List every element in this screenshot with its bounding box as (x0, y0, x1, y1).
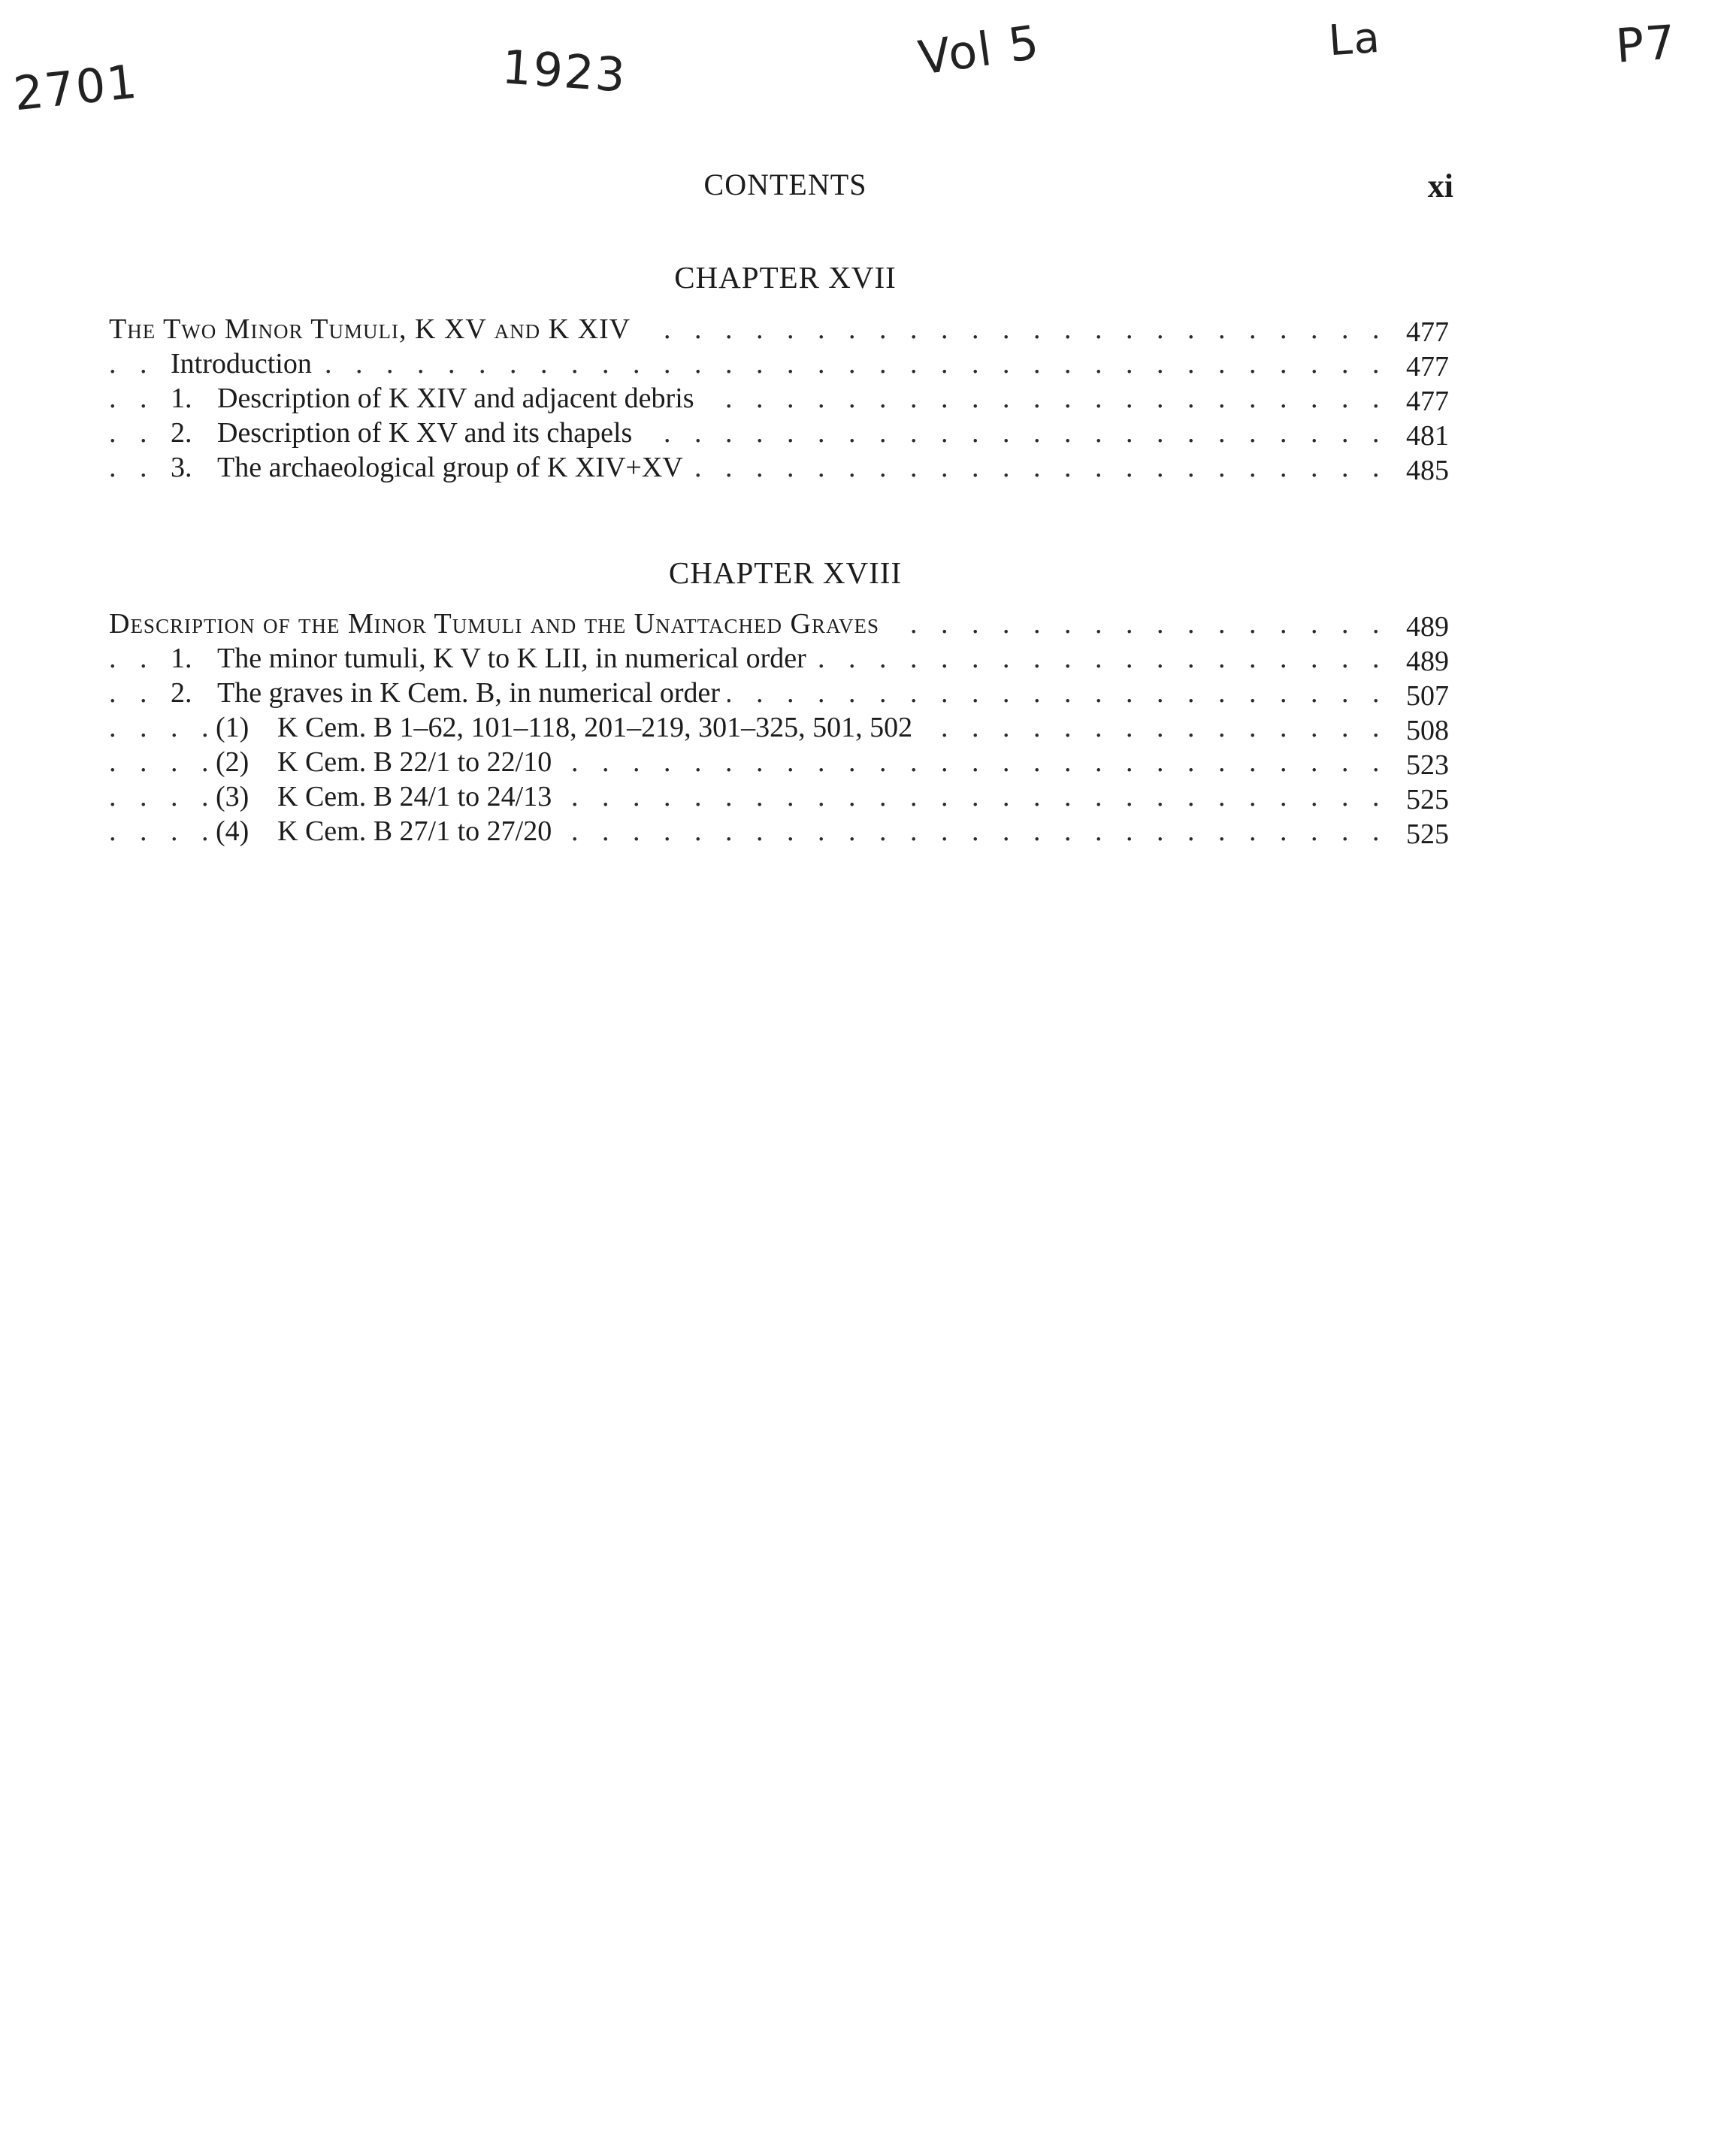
toc-page-number: 485 (1389, 453, 1449, 485)
toc-entry-title: Description of the Minor Tumuli and the Unattached Graves (109, 607, 887, 641)
toc-entry-title: K Cem. B 22/1 to 22/10 (277, 746, 552, 778)
toc-entry (109, 416, 1449, 450)
toc-entry (109, 607, 1449, 641)
toc-entry (109, 312, 1449, 346)
toc-entry (109, 814, 1449, 849)
toc-list (109, 607, 1449, 849)
toc-page-number: 508 (1389, 713, 1449, 745)
toc-entry-title: The graves in K Cem. B, in numerical order (217, 677, 721, 709)
toc-entry-title: Introduction (171, 346, 319, 381)
toc-entry-title: The archaeological group of K XIV+XV (217, 452, 683, 483)
toc-entry-title: K Cem. B 1–62, 101–118, 201–219, 301–325, 501, 502 (277, 712, 913, 743)
handwritten-year: 1923 (500, 39, 629, 103)
page-folio: xi (1427, 168, 1453, 204)
toc-page-number: 481 (1389, 419, 1449, 450)
chapter-heading: CHAPTER XVIII (668, 555, 903, 590)
toc-entry (109, 745, 1449, 779)
toc-entry-number: 1. (171, 383, 192, 414)
chapter-heading: CHAPTER XVII (674, 260, 897, 295)
toc-page-number: 489 (1389, 610, 1449, 641)
toc-entry-number: (1) (216, 712, 250, 743)
toc-entry-body (216, 814, 559, 849)
toc-entry (109, 779, 1449, 814)
handwritten-volume: Vol 5 (915, 14, 1044, 86)
toc-entry-body (171, 416, 640, 450)
toc-page-number: 507 (1389, 679, 1449, 710)
toc-entry (109, 346, 1449, 381)
toc-entry (109, 710, 1449, 745)
handwritten-note: La (1326, 13, 1383, 66)
toc-entry-number: (3) (216, 781, 250, 812)
toc-page-number: 489 (1389, 644, 1449, 676)
toc-entry-number: 2. (171, 417, 192, 449)
toc-entry-body (171, 450, 691, 485)
handwritten-page-mark: P7 (1614, 14, 1679, 74)
toc-entry-body (171, 641, 814, 676)
toc-entry (109, 641, 1449, 676)
toc-entry-number: (2) (216, 746, 250, 778)
toc-entry-body (171, 676, 727, 710)
toc-entry (109, 450, 1449, 485)
toc-entry-title: K Cem. B 24/1 to 24/13 (277, 781, 552, 812)
toc-page-number: 525 (1389, 782, 1449, 814)
toc-entry-body (216, 745, 559, 779)
toc-list (109, 312, 1449, 485)
toc-entry-body (171, 381, 702, 416)
toc-entry-number: 2. (171, 677, 192, 709)
running-head (0, 167, 1736, 206)
toc-page-number: 525 (1389, 817, 1449, 849)
toc-entry (109, 676, 1449, 710)
toc-entry-title: The minor tumuli, K V to K LII, in numerical order (217, 643, 806, 674)
toc-entry-number: (4) (216, 815, 250, 847)
toc-entry-number: 1. (171, 643, 192, 674)
toc-page-number: 477 (1389, 315, 1449, 346)
handwritten-number: 2701 (11, 53, 141, 122)
page-title: CONTENTS (703, 168, 867, 201)
toc-entry-title: Description of K XIV and adjacent debris (217, 383, 694, 414)
toc-entry-title: The Two Minor Tumuli, K XV and K XIV (109, 312, 638, 346)
toc-entry-title: K Cem. B 27/1 to 27/20 (277, 815, 552, 847)
toc-entry (109, 381, 1449, 416)
toc-entry-number: 3. (171, 452, 192, 483)
toc-entry-title: Description of K XV and its chapels (217, 417, 633, 449)
toc-page-number: 477 (1389, 384, 1449, 416)
toc-page-number: 477 (1389, 349, 1449, 381)
toc-entry-body (216, 779, 559, 814)
toc-entry-body (216, 710, 920, 745)
toc-page-number: 523 (1389, 748, 1449, 779)
